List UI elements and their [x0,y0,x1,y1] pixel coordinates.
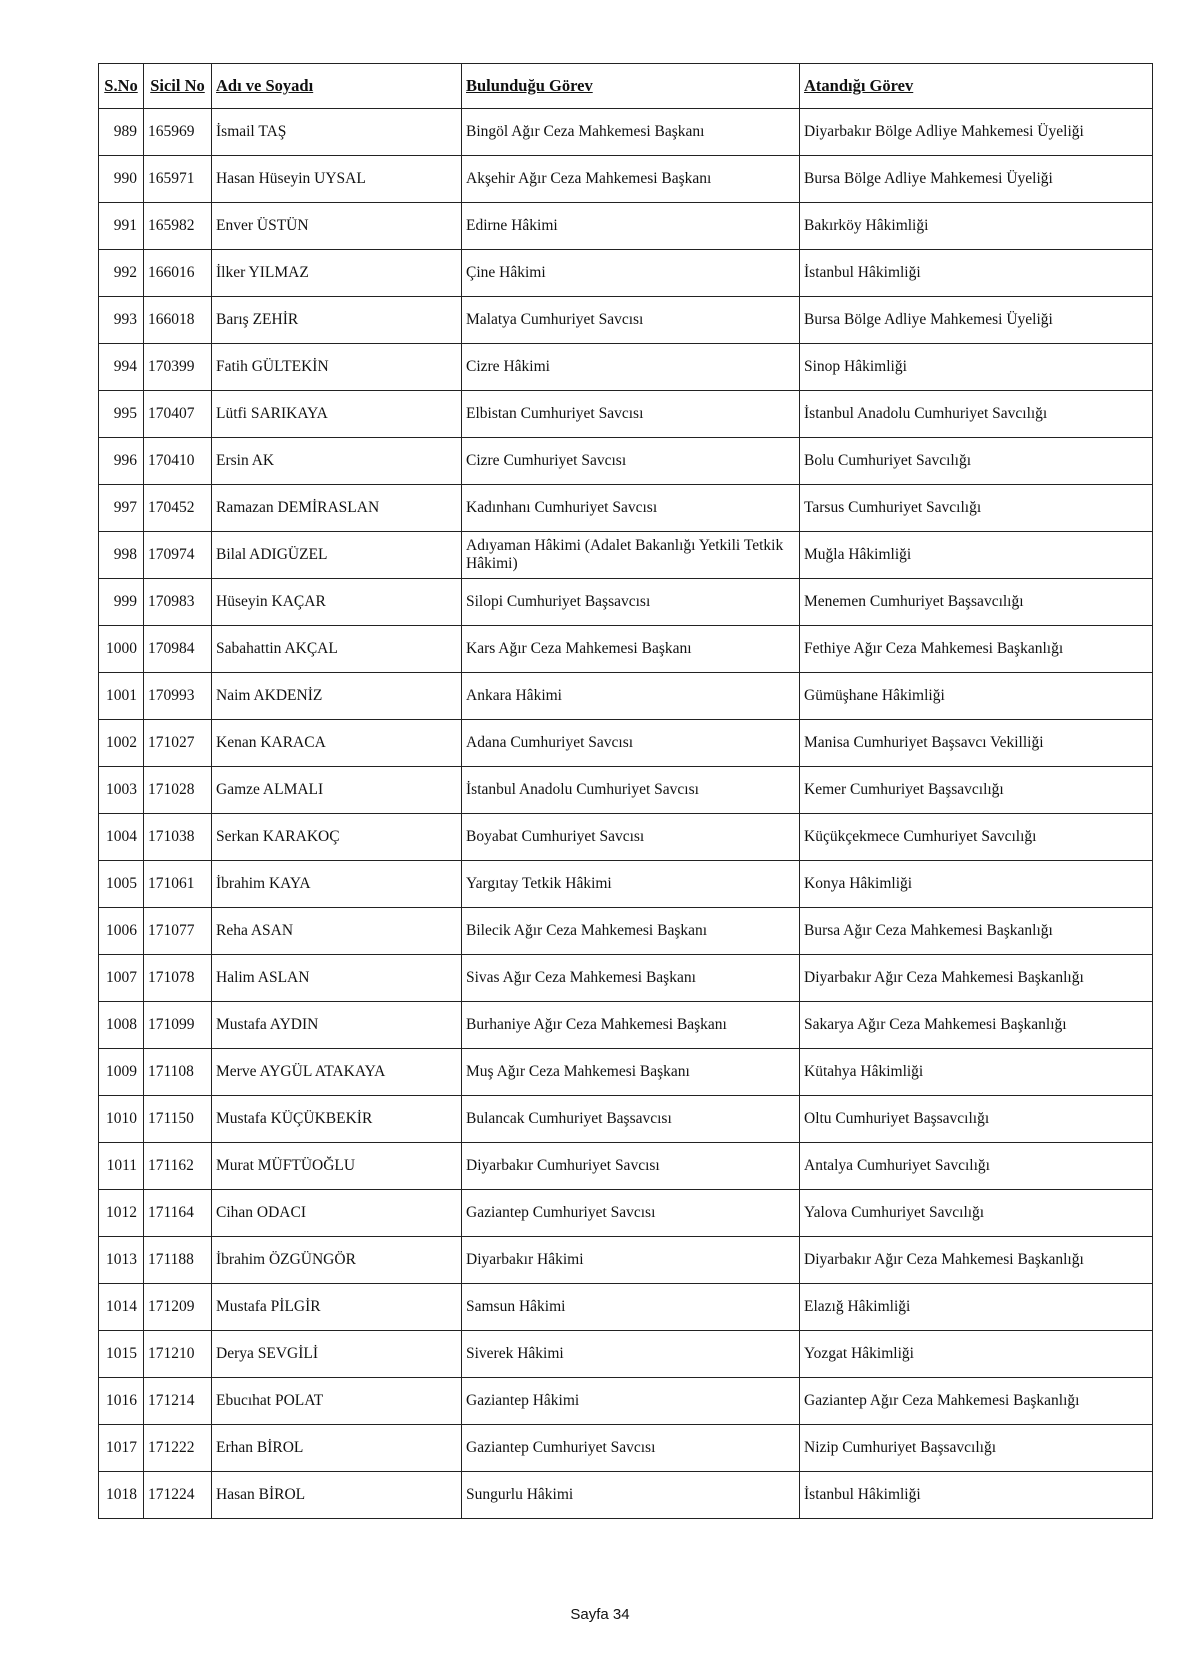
cell-sno: 995 [99,391,144,438]
cell-sicil-no: 171164 [144,1190,212,1237]
table-row [99,344,1153,391]
table-row [99,1472,1153,1519]
cell-sicil-no: 171162 [144,1143,212,1190]
cell-sicil-no: 170983 [144,579,212,626]
cell-current-position: Boyabat Cumhuriyet Savcısı [462,814,800,861]
cell-assigned-position: Konya Hâkimliği [800,861,1153,908]
cell-current-position: Cizre Cumhuriyet Savcısı [462,438,800,485]
cell-name: Mustafa AYDIN [212,1002,462,1049]
cell-current-position: Silopi Cumhuriyet Başsavcısı [462,579,800,626]
cell-assigned-position: İstanbul Hâkimliği [800,250,1153,297]
table-header [99,64,1153,109]
cell-assigned-position: Diyarbakır Ağır Ceza Mahkemesi Başkanlığı [800,1237,1153,1284]
cell-sno: 1005 [99,861,144,908]
cell-sicil-no: 171099 [144,1002,212,1049]
cell-name: Erhan BİROL [212,1425,462,1472]
cell-assigned-position: Bolu Cumhuriyet Savcılığı [800,438,1153,485]
cell-name: Kenan KARACA [212,720,462,767]
cell-current-position: Malatya Cumhuriyet Savcısı [462,297,800,344]
cell-assigned-position: Menemen Cumhuriyet Başsavcılığı [800,579,1153,626]
cell-sicil-no: 171150 [144,1096,212,1143]
header-sicil-no: Sicil No [144,64,212,109]
cell-sno: 1010 [99,1096,144,1143]
table-row [99,1002,1153,1049]
cell-sno: 989 [99,109,144,156]
cell-assigned-position: Bakırköy Hâkimliği [800,203,1153,250]
table-row [99,814,1153,861]
cell-sno: 1016 [99,1378,144,1425]
cell-current-position: Bulancak Cumhuriyet Başsavcısı [462,1096,800,1143]
table-row [99,156,1153,203]
cell-name: İsmail TAŞ [212,109,462,156]
cell-sicil-no: 171188 [144,1237,212,1284]
cell-assigned-position: Yozgat Hâkimliği [800,1331,1153,1378]
cell-current-position: Gaziantep Hâkimi [462,1378,800,1425]
cell-sno: 1013 [99,1237,144,1284]
cell-current-position: Kadınhanı Cumhuriyet Savcısı [462,485,800,532]
cell-assigned-position: Oltu Cumhuriyet Başsavcılığı [800,1096,1153,1143]
cell-sno: 1002 [99,720,144,767]
cell-current-position: Akşehir Ağır Ceza Mahkemesi Başkanı [462,156,800,203]
cell-current-position: Sungurlu Hâkimi [462,1472,800,1519]
table-row [99,955,1153,1002]
cell-assigned-position: Kemer Cumhuriyet Başsavcılığı [800,767,1153,814]
cell-sicil-no: 170984 [144,626,212,673]
cell-sicil-no: 166018 [144,297,212,344]
table-row [99,532,1153,579]
cell-assigned-position: Bursa Bölge Adliye Mahkemesi Üyeliği [800,156,1153,203]
cell-assigned-position: Gümüşhane Hâkimliği [800,673,1153,720]
cell-sicil-no: 171209 [144,1284,212,1331]
cell-assigned-position: Manisa Cumhuriyet Başsavcı Vekilliği [800,720,1153,767]
cell-sno: 1006 [99,908,144,955]
cell-sicil-no: 170452 [144,485,212,532]
cell-assigned-position: Fethiye Ağır Ceza Mahkemesi Başkanlığı [800,626,1153,673]
cell-sicil-no: 166016 [144,250,212,297]
table-row [99,1331,1153,1378]
cell-sicil-no: 170974 [144,532,212,579]
cell-current-position: Sivas Ağır Ceza Mahkemesi Başkanı [462,955,800,1002]
cell-sno: 994 [99,344,144,391]
table-row [99,1237,1153,1284]
cell-sno: 991 [99,203,144,250]
cell-sicil-no: 171077 [144,908,212,955]
cell-current-position: Gaziantep Cumhuriyet Savcısı [462,1190,800,1237]
cell-sno: 1015 [99,1331,144,1378]
cell-current-position: Yargıtay Tetkik Hâkimi [462,861,800,908]
cell-sno: 1014 [99,1284,144,1331]
cell-current-position: Adana Cumhuriyet Savcısı [462,720,800,767]
cell-assigned-position: Sakarya Ağır Ceza Mahkemesi Başkanlığı [800,1002,1153,1049]
cell-sno: 990 [99,156,144,203]
cell-sno: 992 [99,250,144,297]
table-row [99,1049,1153,1096]
cell-sicil-no: 165969 [144,109,212,156]
cell-name: Mustafa KÜÇÜKBEKİR [212,1096,462,1143]
cell-name: Halim ASLAN [212,955,462,1002]
table-body [99,109,1153,1519]
cell-assigned-position: Nizip Cumhuriyet Başsavcılığı [800,1425,1153,1472]
cell-name: Ramazan DEMİRASLAN [212,485,462,532]
cell-assigned-position: Bursa Bölge Adliye Mahkemesi Üyeliği [800,297,1153,344]
cell-sno: 1017 [99,1425,144,1472]
table-row [99,1425,1153,1472]
table-row [99,438,1153,485]
table-row [99,626,1153,673]
cell-current-position: Cizre Hâkimi [462,344,800,391]
cell-sicil-no: 170399 [144,344,212,391]
table-row [99,767,1153,814]
cell-sicil-no: 171210 [144,1331,212,1378]
cell-name: İbrahim KAYA [212,861,462,908]
cell-sicil-no: 171108 [144,1049,212,1096]
page-number: Sayfa 34 [570,1606,630,1623]
cell-current-position: İstanbul Anadolu Cumhuriyet Savcısı [462,767,800,814]
table-row [99,297,1153,344]
cell-sicil-no: 171078 [144,955,212,1002]
cell-sno: 993 [99,297,144,344]
table-row [99,1096,1153,1143]
table-row [99,250,1153,297]
cell-assigned-position: İstanbul Anadolu Cumhuriyet Savcılığı [800,391,1153,438]
table-row [99,1143,1153,1190]
cell-current-position: Diyarbakır Hâkimi [462,1237,800,1284]
cell-name: Reha ASAN [212,908,462,955]
cell-assigned-position: İstanbul Hâkimliği [800,1472,1153,1519]
cell-assigned-position: Diyarbakır Ağır Ceza Mahkemesi Başkanlığı [800,955,1153,1002]
cell-name: Derya SEVGİLİ [212,1331,462,1378]
cell-current-position: Kars Ağır Ceza Mahkemesi Başkanı [462,626,800,673]
table-row [99,908,1153,955]
cell-assigned-position: Küçükçekmece Cumhuriyet Savcılığı [800,814,1153,861]
cell-name: Lütfi SARIKAYA [212,391,462,438]
cell-current-position: Burhaniye Ağır Ceza Mahkemesi Başkanı [462,1002,800,1049]
cell-assigned-position: Muğla Hâkimliği [800,532,1153,579]
cell-name: Naim AKDENİZ [212,673,462,720]
cell-current-position: Gaziantep Cumhuriyet Savcısı [462,1425,800,1472]
cell-name: Bilal ADIGÜZEL [212,532,462,579]
cell-sno: 1007 [99,955,144,1002]
cell-sno: 998 [99,532,144,579]
cell-assigned-position: Sinop Hâkimliği [800,344,1153,391]
cell-assigned-position: Bursa Ağır Ceza Mahkemesi Başkanlığı [800,908,1153,955]
header-sno: S.No [99,64,144,109]
cell-sicil-no: 165971 [144,156,212,203]
cell-sno: 1011 [99,1143,144,1190]
cell-name: Serkan KARAKOÇ [212,814,462,861]
cell-sno: 996 [99,438,144,485]
cell-name: Ebucıhat POLAT [212,1378,462,1425]
cell-current-position: Elbistan Cumhuriyet Savcısı [462,391,800,438]
cell-current-position: Edirne Hâkimi [462,203,800,250]
cell-name: Barış ZEHİR [212,297,462,344]
table-row [99,203,1153,250]
table-row [99,673,1153,720]
cell-name: Ersin AK [212,438,462,485]
cell-assigned-position: Elazığ Hâkimliği [800,1284,1153,1331]
cell-sicil-no: 170407 [144,391,212,438]
cell-sno: 1012 [99,1190,144,1237]
cell-current-position: Bilecik Ağır Ceza Mahkemesi Başkanı [462,908,800,955]
cell-sicil-no: 171214 [144,1378,212,1425]
cell-current-position: Adıyaman Hâkimi (Adalet Bakanlığı Yetkili Tetkik Hâkimi) [462,532,800,579]
cell-name: Hüseyin KAÇAR [212,579,462,626]
cell-sno: 999 [99,579,144,626]
cell-sno: 1000 [99,626,144,673]
cell-current-position: Çine Hâkimi [462,250,800,297]
header-row [99,64,1153,109]
cell-sicil-no: 171222 [144,1425,212,1472]
cell-assigned-position: Yalova Cumhuriyet Savcılığı [800,1190,1153,1237]
cell-name: Enver ÜSTÜN [212,203,462,250]
appointments-table [98,63,1153,1519]
header-assigned-position: Atandığı Görev [800,64,1153,109]
cell-sno: 1008 [99,1002,144,1049]
cell-current-position: Samsun Hâkimi [462,1284,800,1331]
cell-assigned-position: Gaziantep Ağır Ceza Mahkemesi Başkanlığı [800,1378,1153,1425]
table-row [99,485,1153,532]
cell-sno: 1004 [99,814,144,861]
cell-name: Gamze ALMALI [212,767,462,814]
cell-sicil-no: 171028 [144,767,212,814]
table-row [99,391,1153,438]
table-row [99,579,1153,626]
table-row [99,1378,1153,1425]
cell-sicil-no: 170410 [144,438,212,485]
cell-name: Hasan BİROL [212,1472,462,1519]
cell-sicil-no: 171038 [144,814,212,861]
cell-assigned-position: Kütahya Hâkimliği [800,1049,1153,1096]
cell-name: Murat MÜFTÜOĞLU [212,1143,462,1190]
cell-current-position: Muş Ağır Ceza Mahkemesi Başkanı [462,1049,800,1096]
cell-current-position: Bingöl Ağır Ceza Mahkemesi Başkanı [462,109,800,156]
cell-name: Fatih GÜLTEKİN [212,344,462,391]
cell-assigned-position: Diyarbakır Bölge Adliye Mahkemesi Üyeliği [800,109,1153,156]
cell-sicil-no: 171224 [144,1472,212,1519]
cell-assigned-position: Tarsus Cumhuriyet Savcılığı [800,485,1153,532]
cell-name: Hasan Hüseyin UYSAL [212,156,462,203]
cell-sno: 1001 [99,673,144,720]
header-current-position: Bulunduğu Görev [462,64,800,109]
table-row [99,720,1153,767]
cell-name: Merve AYGÜL ATAKAYA [212,1049,462,1096]
cell-name: Sabahattin AKÇAL [212,626,462,673]
cell-sno: 997 [99,485,144,532]
cell-current-position: Ankara Hâkimi [462,673,800,720]
table-row [99,1284,1153,1331]
cell-assigned-position: Antalya Cumhuriyet Savcılığı [800,1143,1153,1190]
header-name: Adı ve Soyadı [212,64,462,109]
table-row [99,1190,1153,1237]
cell-sno: 1009 [99,1049,144,1096]
cell-sno: 1018 [99,1472,144,1519]
cell-sicil-no: 170993 [144,673,212,720]
table-row [99,109,1153,156]
cell-name: İbrahim ÖZGÜNGÖR [212,1237,462,1284]
cell-sicil-no: 165982 [144,203,212,250]
cell-name: Cihan ODACI [212,1190,462,1237]
cell-current-position: Siverek Hâkimi [462,1331,800,1378]
table-row [99,861,1153,908]
cell-name: İlker YILMAZ [212,250,462,297]
cell-sicil-no: 171027 [144,720,212,767]
cell-name: Mustafa PİLGİR [212,1284,462,1331]
cell-sicil-no: 171061 [144,861,212,908]
cell-current-position: Diyarbakır Cumhuriyet Savcısı [462,1143,800,1190]
cell-sno: 1003 [99,767,144,814]
